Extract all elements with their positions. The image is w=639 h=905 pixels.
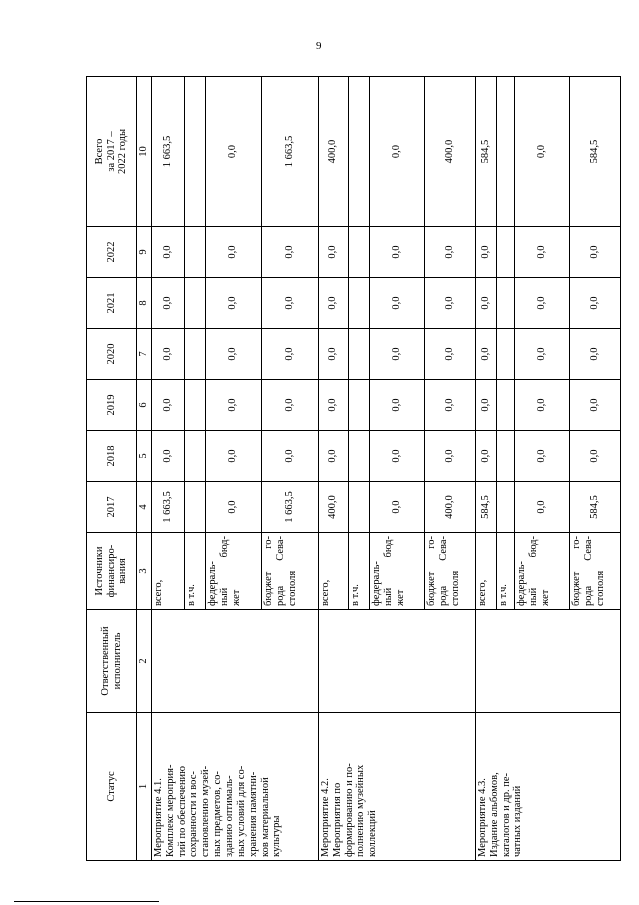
header-year: 2017 <box>87 482 137 533</box>
year-value: 0,0 <box>369 431 424 482</box>
year-value <box>496 482 514 533</box>
measure-status-line: становлению музей- <box>200 765 212 857</box>
year-value: 0,0 <box>514 329 569 380</box>
measure-status-line: Издание альбомов, <box>488 772 500 857</box>
header-source <box>87 533 137 610</box>
header-total-line: за 2017 – <box>105 131 117 172</box>
year-value: 0,0 <box>205 329 261 380</box>
total-value <box>348 77 369 227</box>
total-value <box>184 77 205 227</box>
measure-status-line: формированию и по- <box>343 763 355 857</box>
year-value: 0,0 <box>369 227 424 278</box>
funding-source-line: бюджет го- <box>262 536 274 606</box>
year-value: 0,0 <box>318 278 348 329</box>
year-value: 0,0 <box>205 380 261 431</box>
year-value <box>184 431 205 482</box>
funding-source <box>348 533 369 610</box>
table-row <box>475 77 496 861</box>
table-body <box>151 77 620 861</box>
year-value: 0,0 <box>205 278 261 329</box>
year-value: 1 663,5 <box>261 482 318 533</box>
year-value: 0,0 <box>424 329 475 380</box>
year-value: 584,5 <box>475 482 496 533</box>
funding-source-line: жет <box>394 589 406 606</box>
measure-status-line: Мероприятия по <box>331 782 343 857</box>
year-value <box>348 227 369 278</box>
year-value: 0,0 <box>514 227 569 278</box>
year-value: 0,0 <box>151 227 184 278</box>
year-value: 0,0 <box>569 227 620 278</box>
year-value: 0,0 <box>151 380 184 431</box>
measure-status-line: каталогов и др. пе- <box>500 772 512 857</box>
table-row <box>318 77 348 861</box>
measure-status-line: зданию оптималь- <box>224 775 236 857</box>
funding-source-line: федераль- <box>370 561 382 606</box>
year-value: 400,0 <box>424 482 475 533</box>
measure-status-line: Мероприятие 4.2. <box>319 778 331 857</box>
year-value <box>348 482 369 533</box>
year-value <box>348 329 369 380</box>
year-value: 0,0 <box>475 380 496 431</box>
funding-source <box>261 533 318 610</box>
funding-source <box>318 533 348 610</box>
header-total <box>87 77 137 227</box>
year-value: 0,0 <box>475 227 496 278</box>
funding-source-line: ный бюд- <box>527 536 539 606</box>
year-value: 400,0 <box>318 482 348 533</box>
measure-status-line: ных предметов, со- <box>212 771 224 857</box>
year-value <box>496 278 514 329</box>
year-value: 0,0 <box>369 482 424 533</box>
funding-source-line: в т.ч. <box>497 584 509 606</box>
funding-source-line: федераль- <box>515 561 527 606</box>
year-value <box>496 227 514 278</box>
column-number: 4 <box>137 482 152 533</box>
year-value <box>348 278 369 329</box>
year-value: 0,0 <box>261 431 318 482</box>
funding-source <box>569 533 620 610</box>
year-value <box>496 431 514 482</box>
measure-status <box>475 713 620 861</box>
total-value: 584,5 <box>569 77 620 227</box>
column-number: 2 <box>137 610 152 713</box>
column-number: 1 <box>137 713 152 861</box>
year-value <box>184 482 205 533</box>
column-number: 8 <box>137 278 152 329</box>
measure-status-line: Мероприятие 4.3. <box>476 778 488 857</box>
year-value: 0,0 <box>569 380 620 431</box>
header-year: 2018 <box>87 431 137 482</box>
funding-source <box>151 533 184 610</box>
year-value: 0,0 <box>261 329 318 380</box>
funding-source-line: ный бюд- <box>382 536 394 606</box>
funding-source <box>475 533 496 610</box>
year-value: 0,0 <box>475 278 496 329</box>
measure-executor <box>318 610 475 713</box>
year-value: 0,0 <box>205 431 261 482</box>
funding-source <box>514 533 569 610</box>
funding-source-line: стополя <box>286 570 298 606</box>
column-number: 9 <box>137 227 152 278</box>
header-year: 2020 <box>87 329 137 380</box>
year-value: 0,0 <box>514 431 569 482</box>
year-value <box>496 380 514 431</box>
header-row <box>87 77 137 861</box>
header-total-line: 2022 годы <box>117 129 129 175</box>
total-value: 0,0 <box>369 77 424 227</box>
header-total-line: Всего <box>93 138 105 165</box>
year-value: 0,0 <box>369 329 424 380</box>
funding-source-line: всего, <box>152 579 164 606</box>
header-executor-line: исполнитель <box>111 632 123 690</box>
header-year: 2019 <box>87 380 137 431</box>
year-value: 0,0 <box>424 380 475 431</box>
year-value: 0,0 <box>514 482 569 533</box>
column-number: 7 <box>137 329 152 380</box>
year-value: 0,0 <box>205 227 261 278</box>
funding-table <box>86 76 621 861</box>
year-value: 0,0 <box>151 329 184 380</box>
year-value: 0,0 <box>261 227 318 278</box>
year-value: 0,0 <box>475 329 496 380</box>
year-value: 0,0 <box>205 482 261 533</box>
total-value <box>496 77 514 227</box>
total-value: 584,5 <box>475 77 496 227</box>
year-value: 0,0 <box>424 227 475 278</box>
column-number-row <box>137 77 152 861</box>
header-source-line: вания <box>117 558 129 584</box>
year-value: 1 663,5 <box>151 482 184 533</box>
funding-source <box>205 533 261 610</box>
year-value <box>496 329 514 380</box>
year-value <box>184 329 205 380</box>
total-value: 0,0 <box>514 77 569 227</box>
funding-source <box>496 533 514 610</box>
footer-rule <box>14 901 159 902</box>
year-value: 0,0 <box>261 278 318 329</box>
measure-status-line: коллекций <box>367 810 379 857</box>
year-value: 0,0 <box>151 431 184 482</box>
year-value: 0,0 <box>424 278 475 329</box>
year-value: 0,0 <box>369 278 424 329</box>
year-value: 0,0 <box>514 380 569 431</box>
year-value: 0,0 <box>569 278 620 329</box>
funding-source-line: рода Сева- <box>274 536 286 606</box>
measure-status-line: ных условий для со- <box>235 765 247 857</box>
measure-status-line: Мероприятие 4.1. <box>152 778 164 857</box>
measure-status-line: чатных изданий <box>512 785 524 857</box>
year-value: 0,0 <box>261 380 318 431</box>
funding-source-line: в т.ч. <box>349 584 361 606</box>
year-value <box>348 431 369 482</box>
funding-source-line: федераль- <box>206 561 218 606</box>
header-executor-line: Ответственный <box>99 626 111 696</box>
header-executor <box>87 610 137 713</box>
funding-source-line: стополя <box>449 570 461 606</box>
year-value: 0,0 <box>369 380 424 431</box>
measure-status-line: хранения памятни- <box>247 771 259 857</box>
measure-status-line: полнению музейных <box>355 764 367 857</box>
total-value: 400,0 <box>424 77 475 227</box>
total-value: 0,0 <box>205 77 261 227</box>
measure-status <box>318 713 475 861</box>
column-number: 10 <box>137 77 152 227</box>
measure-executor <box>151 610 318 713</box>
measure-status-line: сохранности и вос- <box>188 771 200 857</box>
year-value: 0,0 <box>514 278 569 329</box>
year-value <box>348 380 369 431</box>
funding-source-line: жет <box>539 589 551 606</box>
rotated-table-wrapper <box>86 77 606 861</box>
funding-source-line: бюджет го- <box>570 536 582 606</box>
column-number: 5 <box>137 431 152 482</box>
measure-status-line: культуры <box>271 815 283 857</box>
funding-source-line: всего, <box>476 579 488 606</box>
year-value <box>184 380 205 431</box>
year-value: 0,0 <box>318 329 348 380</box>
measure-executor <box>475 610 620 713</box>
column-number: 3 <box>137 533 152 610</box>
year-value: 0,0 <box>318 431 348 482</box>
total-value: 1 663,5 <box>261 77 318 227</box>
funding-source-line: бюджет го- <box>425 536 437 606</box>
header-year: 2021 <box>87 278 137 329</box>
measure-status-line: ков материальной <box>259 777 271 857</box>
header-source-line: финансиро- <box>105 544 117 598</box>
column-number: 6 <box>137 380 152 431</box>
funding-source <box>184 533 205 610</box>
funding-source <box>369 533 424 610</box>
page-number: 9 <box>316 40 322 52</box>
total-value: 1 663,5 <box>151 77 184 227</box>
funding-source-line: в т.ч. <box>185 584 197 606</box>
year-value: 0,0 <box>569 431 620 482</box>
year-value: 0,0 <box>424 431 475 482</box>
year-value <box>184 227 205 278</box>
header-year: 2022 <box>87 227 137 278</box>
year-value: 584,5 <box>569 482 620 533</box>
measure-status <box>151 713 318 861</box>
funding-source-line: всего, <box>319 579 331 606</box>
year-value: 0,0 <box>151 278 184 329</box>
funding-source-line: ный бюд- <box>218 536 230 606</box>
year-value <box>184 278 205 329</box>
funding-source-line: жет <box>230 589 242 606</box>
year-value: 0,0 <box>318 227 348 278</box>
funding-source <box>424 533 475 610</box>
measure-status-line: Комплекс мероприя- <box>164 764 176 857</box>
year-value: 0,0 <box>569 329 620 380</box>
funding-source-line: стополя <box>594 570 606 606</box>
funding-source-line: рода Сева- <box>437 536 449 606</box>
table-row <box>151 77 184 861</box>
header-source-line: Источники <box>93 546 105 596</box>
funding-source-line: рода Сева- <box>582 536 594 606</box>
measure-status-line: тий по обеспечению <box>176 765 188 857</box>
header-status: Статус <box>87 713 137 861</box>
total-value: 400,0 <box>318 77 348 227</box>
year-value: 0,0 <box>318 380 348 431</box>
year-value: 0,0 <box>475 431 496 482</box>
